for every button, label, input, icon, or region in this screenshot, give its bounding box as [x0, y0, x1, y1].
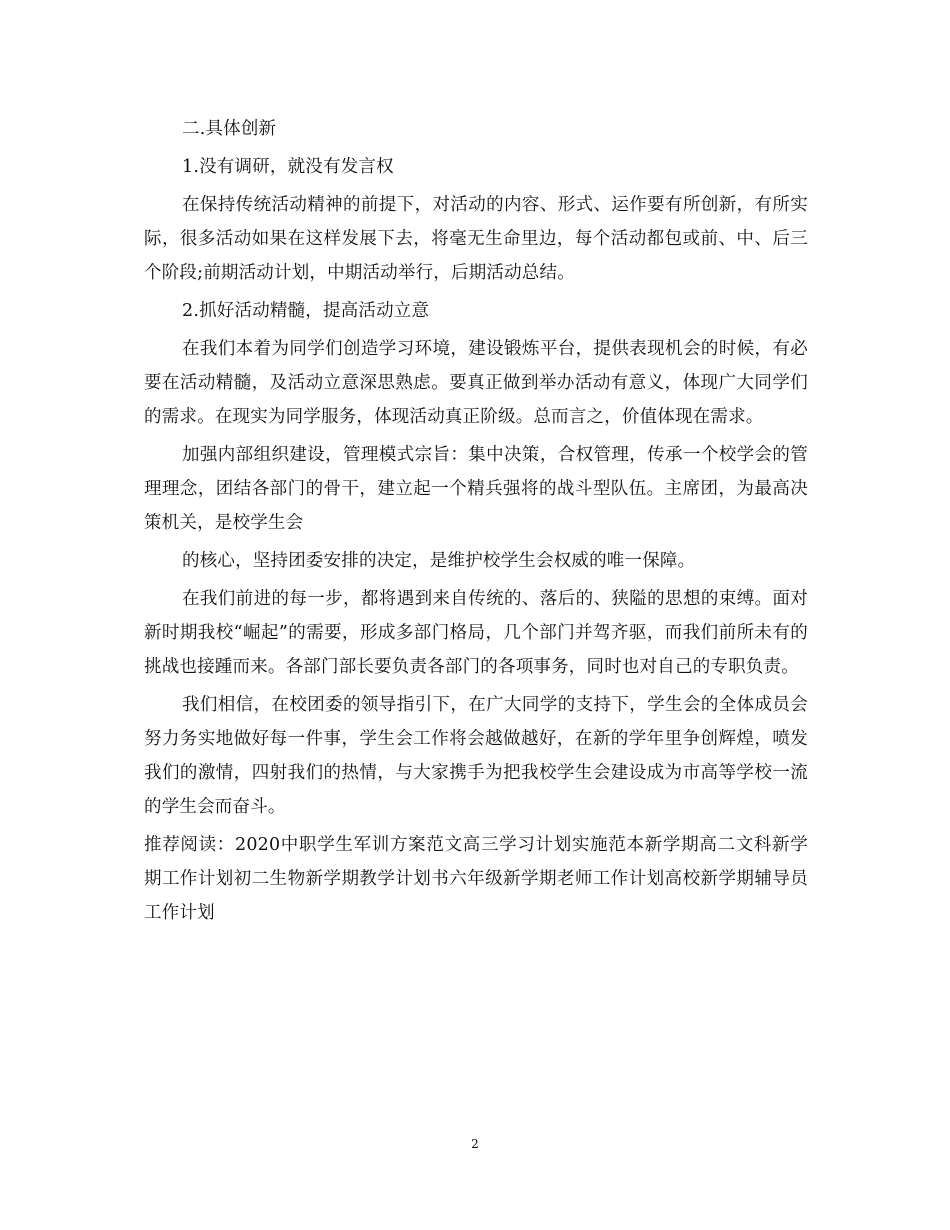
- recommended-reading: 推荐阅读：2020中职学生军训方案范文高三学习计划实施范本新学期高二文科新学期工作计划初二生物新学期教学计划书六年级新学期老师工作计划高校新学期辅导员工作计划: [144, 835, 808, 923]
- paragraph-4: 的核心，坚持团委安排的决定，是维护校学生会权威的唯一保障。: [182, 551, 696, 571]
- paragraph-1: 在保持传统活动精神的前提下，对活动的内容、形式、运作要有所创新，有所实际，很多活动如果在这样发展下去，将毫无生命里边，每个活动都包或前、中、后三个阶段;前期活动计划，中期活动举行，后期活动总结。: [144, 195, 808, 283]
- page-number: 2: [471, 1137, 479, 1151]
- section-heading: 二.具体创新: [182, 119, 277, 139]
- paragraph-6: 我们相信，在校团委的领导指引下，在广大同学的支持下，学生会的全体成员会努力务实地做好每一件事，学生会工作将会越做越好，在新的学年里争创辉煌，喷发我们的激情，四射我们的热情，与大家携手为把我校学生会建设成为市高等学校一流的学生会而奋斗。: [144, 695, 808, 817]
- sub-heading-1: 1.没有调研，就没有发言权: [182, 157, 394, 177]
- sub-heading-2: 2.抓好活动精髓，提高活动立意: [182, 301, 430, 321]
- paragraph-5: 在我们前进的每一步，都将遇到来自传统的、落后的、狭隘的思想的束缚。面对新时期我校“崛起”的需要，形成多部门格局，几个部门并驾齐驱，而我们前所未有的挑战也接踵而来。各部门部长要负责各部门的各项事务，同时也对自己的专职负责。: [144, 589, 808, 677]
- document-body: [144, 112, 808, 930]
- paragraph-3: 加强内部组织建设，管理模式宗旨：集中决策，合权管理，传承一个校学会的管理理念，团结各部门的骨干，建立起一个精兵强将的战斗型队伍。主席团，为最高决策机关，是校学生会: [144, 445, 808, 533]
- paragraph-2: 在我们本着为同学们创造学习环境，建设锻炼平台，提供表现机会的时候，有必要在活动精髓，及活动立意深思熟虑。要真正做到举办活动有意义，体现广大同学们的需求。在现实为同学服务，体现活动真正阶级。总而言之，价值体现在需求。: [144, 339, 808, 427]
